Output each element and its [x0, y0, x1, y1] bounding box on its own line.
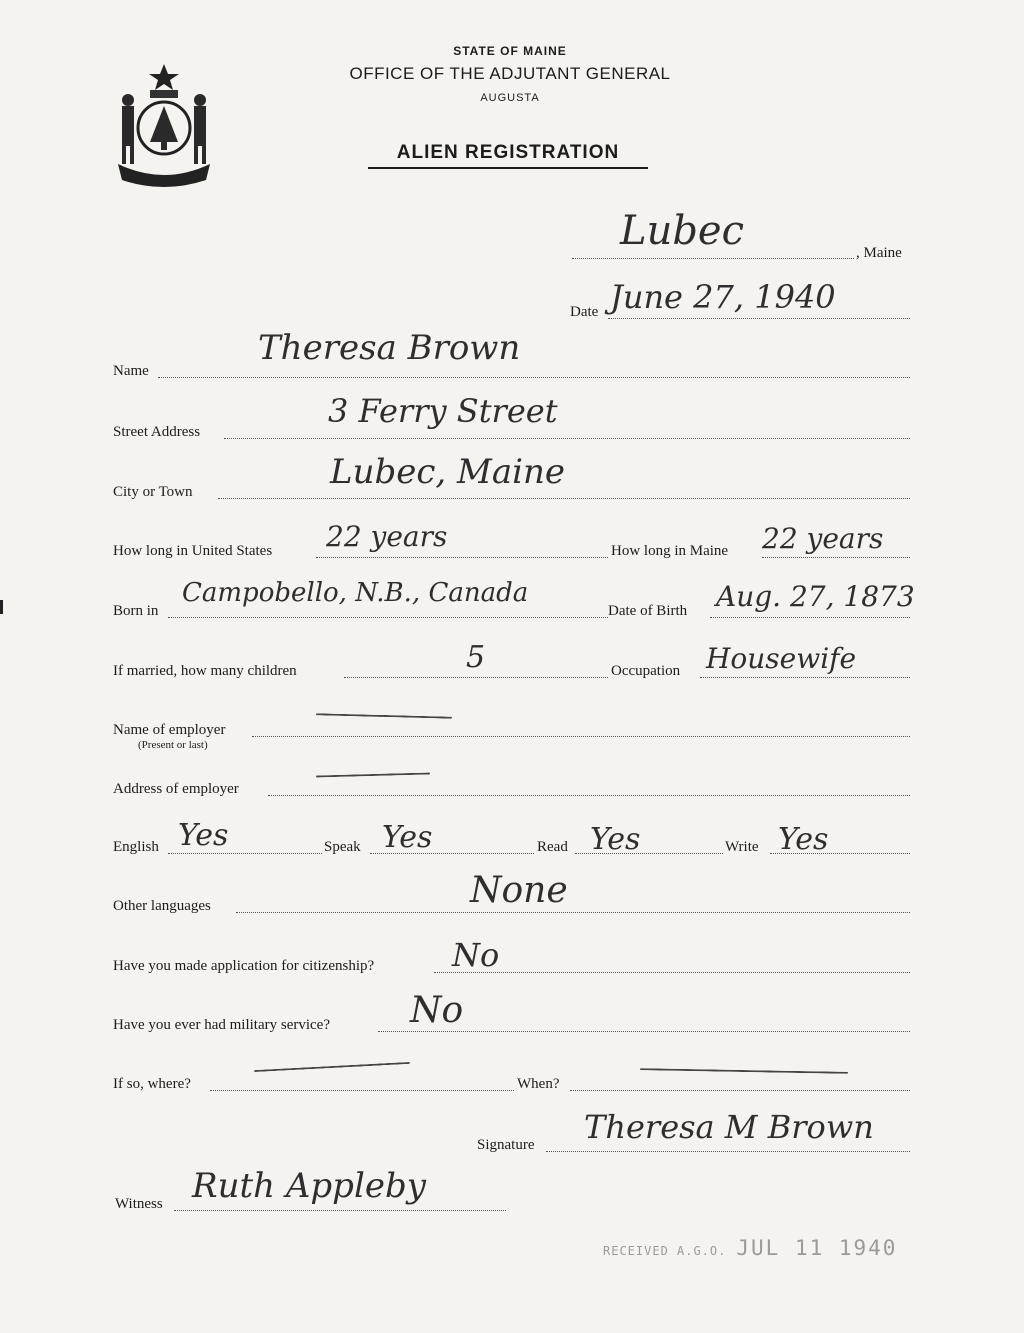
citizenship-label: Have you made application for citizenship? [113, 958, 375, 974]
occupation-entry: Housewife [706, 642, 857, 675]
date-of-birth-entry: Aug. 27, 1873 [716, 580, 915, 613]
city-entry: Lubec, Maine [330, 452, 565, 492]
when-dash [640, 1068, 848, 1074]
english-label: English [113, 839, 159, 855]
speak-label: Speak [324, 839, 361, 855]
read-label: Read [537, 839, 568, 855]
military-line [378, 1031, 910, 1032]
citizenship-line [434, 972, 910, 973]
how-long-maine-line [762, 557, 910, 558]
military-entry: No [410, 990, 464, 1031]
city-line [218, 498, 910, 499]
city-label: City or Town [113, 484, 193, 500]
witness-entry: Ruth Appleby [192, 1166, 426, 1206]
witness-label: Witness [115, 1196, 163, 1212]
maine-label: , Maine [856, 245, 902, 261]
scan-edge-mark [0, 600, 3, 614]
where-line [210, 1090, 514, 1091]
born-in-line [168, 617, 608, 618]
header-state: STATE OF MAINE [453, 44, 567, 58]
children-line [344, 677, 608, 678]
name-line [158, 377, 910, 378]
where-label: If so, where? [113, 1076, 191, 1092]
signature-entry: Theresa M Brown [584, 1108, 874, 1146]
witness-line [174, 1210, 506, 1211]
employer-name-label: Name of employer [113, 722, 226, 738]
how-long-us-entry: 22 years [326, 520, 448, 553]
employer-address-label: Address of employer [113, 781, 239, 797]
date-of-birth-line [710, 617, 910, 618]
children-entry: 5 [466, 640, 486, 675]
english-entry: Yes [178, 818, 229, 853]
date-line [608, 318, 910, 319]
date-of-birth-label: Date of Birth [608, 603, 688, 619]
english-line [168, 853, 322, 854]
town-entry: Lubec [620, 208, 745, 254]
born-in-label: Born in [113, 603, 159, 619]
header-office: OFFICE OF THE ADJUTANT GENERAL [349, 64, 671, 83]
children-label: If married, how many children [113, 663, 297, 679]
name-label: Name [113, 363, 149, 379]
header-city: AUGUSTA [480, 92, 540, 104]
speak-entry: Yes [382, 820, 433, 855]
stamp-received: RECEIVED A.G.O. [603, 1244, 727, 1258]
how-long-maine-entry: 22 years [762, 522, 884, 555]
military-label: Have you ever had military service? [113, 1017, 330, 1033]
where-dash [254, 1062, 410, 1072]
received-stamp [603, 1236, 897, 1260]
employer-name-line [252, 736, 910, 737]
how-long-us-label: How long in United States [113, 543, 273, 559]
state-seal-icon [108, 60, 220, 188]
other-languages-line [236, 912, 910, 913]
how-long-maine-label: How long in Maine [611, 543, 729, 559]
when-line [570, 1090, 910, 1091]
name-entry: Theresa Brown [258, 328, 521, 368]
signature-line [546, 1151, 910, 1152]
employer-address-dash [316, 773, 430, 778]
street-line [224, 438, 910, 439]
occupation-label: Occupation [611, 663, 681, 679]
form-title: ALIEN REGISTRATION [368, 142, 648, 169]
other-languages-entry: None [470, 870, 568, 911]
signature-label: Signature [477, 1137, 535, 1153]
date-label: Date [570, 304, 599, 320]
stamp-date: JUL 11 1940 [736, 1236, 898, 1260]
street-label: Street Address [113, 424, 201, 440]
street-entry: 3 Ferry Street [328, 392, 558, 430]
write-entry: Yes [778, 822, 829, 857]
born-in-entry: Campobello, N.B., Canada [182, 578, 529, 608]
employer-name-dash [316, 713, 452, 719]
employer-address-line [268, 795, 910, 796]
when-label: When? [517, 1076, 560, 1092]
read-entry: Yes [590, 822, 641, 857]
how-long-us-line [316, 557, 608, 558]
town-line [572, 258, 854, 259]
write-label: Write [725, 839, 759, 855]
employer-note: (Present or last) [138, 739, 208, 751]
other-languages-label: Other languages [113, 898, 211, 914]
citizenship-entry: No [452, 936, 500, 974]
date-entry: June 27, 1940 [610, 278, 836, 316]
occupation-line [700, 677, 910, 678]
